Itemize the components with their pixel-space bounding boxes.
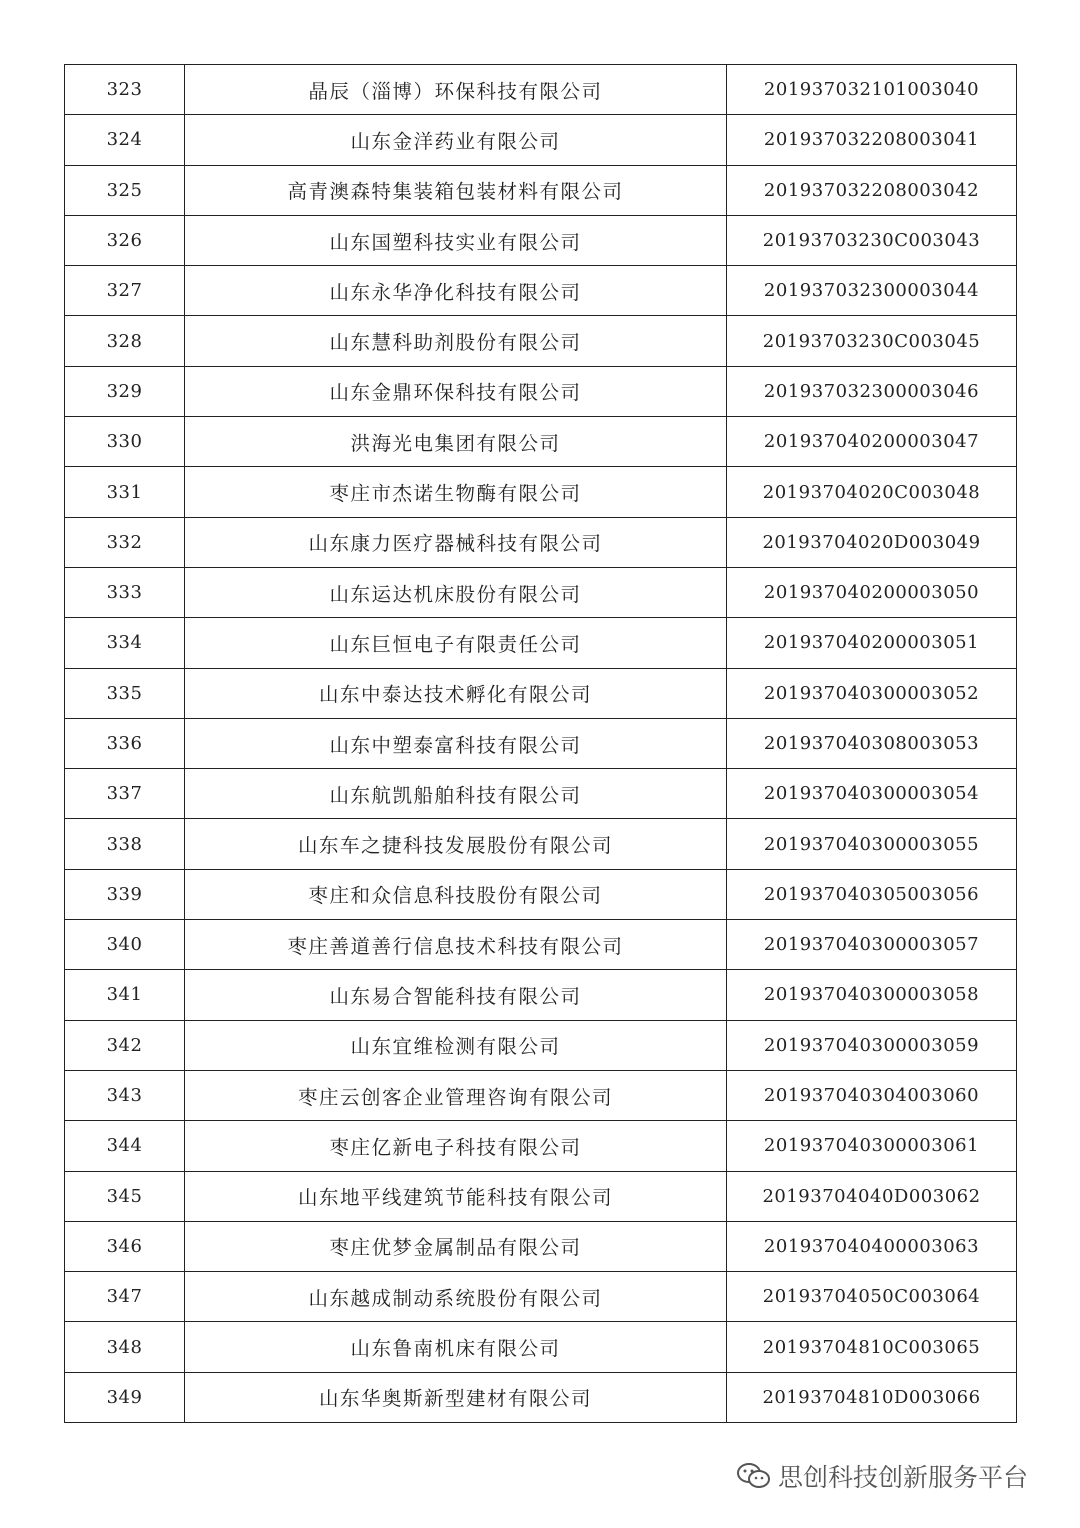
company-name-cell: 山东中泰达技术孵化有限公司 xyxy=(185,668,727,718)
table-row xyxy=(65,1272,1017,1322)
row-number-cell: 324 xyxy=(65,115,185,165)
row-number-cell: 343 xyxy=(65,1070,185,1120)
company-name-cell: 山东慧科助剂股份有限公司 xyxy=(185,316,727,366)
company-name-cell: 山东运达机床股份有限公司 xyxy=(185,567,727,617)
registration-code-cell: 201937032101003040 xyxy=(727,65,1017,115)
row-number-cell: 346 xyxy=(65,1221,185,1271)
company-name-cell: 高青澳森特集装箱包装材料有限公司 xyxy=(185,165,727,215)
row-number-cell: 339 xyxy=(65,869,185,919)
table-row xyxy=(65,467,1017,517)
registration-code-cell: 20193704020C003048 xyxy=(727,467,1017,517)
company-name-cell: 山东华奥斯新型建材有限公司 xyxy=(185,1372,727,1422)
company-name-cell: 枣庄优梦金属制品有限公司 xyxy=(185,1221,727,1271)
row-number-cell: 344 xyxy=(65,1121,185,1171)
row-number-cell: 336 xyxy=(65,718,185,768)
registration-code-cell: 201937032300003044 xyxy=(727,266,1017,316)
company-name-cell: 山东中塑泰富科技有限公司 xyxy=(185,718,727,768)
row-number-cell: 337 xyxy=(65,769,185,819)
records-table-body xyxy=(65,65,1017,1423)
records-table xyxy=(64,64,1017,1423)
registration-code-cell: 20193703230C003043 xyxy=(727,215,1017,265)
registration-code-cell: 201937040300003054 xyxy=(727,769,1017,819)
table-row xyxy=(65,819,1017,869)
company-name-cell: 山东金洋药业有限公司 xyxy=(185,115,727,165)
row-number-cell: 329 xyxy=(65,366,185,416)
row-number-cell: 323 xyxy=(65,65,185,115)
company-name-cell: 枣庄善道善行信息技术科技有限公司 xyxy=(185,920,727,970)
registration-code-cell: 201937040400003063 xyxy=(727,1221,1017,1271)
row-number-cell: 347 xyxy=(65,1272,185,1322)
row-number-cell: 342 xyxy=(65,1020,185,1070)
table-row xyxy=(65,1020,1017,1070)
watermark xyxy=(736,1458,1028,1494)
row-number-cell: 335 xyxy=(65,668,185,718)
registration-code-cell: 20193704810D003066 xyxy=(727,1372,1017,1422)
row-number-cell: 331 xyxy=(65,467,185,517)
company-name-cell: 山东巨恒电子有限责任公司 xyxy=(185,618,727,668)
table-row xyxy=(65,517,1017,567)
table-row xyxy=(65,366,1017,416)
table-row xyxy=(65,1070,1017,1120)
registration-code-cell: 201937040200003047 xyxy=(727,417,1017,467)
row-number-cell: 326 xyxy=(65,215,185,265)
company-name-cell: 山东国塑科技实业有限公司 xyxy=(185,215,727,265)
company-name-cell: 山东地平线建筑节能科技有限公司 xyxy=(185,1171,727,1221)
row-number-cell: 334 xyxy=(65,618,185,668)
registration-code-cell: 201937040300003055 xyxy=(727,819,1017,869)
company-name-cell: 枣庄和众信息科技股份有限公司 xyxy=(185,869,727,919)
company-name-cell: 山东康力医疗器械科技有限公司 xyxy=(185,517,727,567)
row-number-cell: 333 xyxy=(65,567,185,617)
table-row xyxy=(65,718,1017,768)
company-name-cell: 山东宜维检测有限公司 xyxy=(185,1020,727,1070)
company-name-cell: 枣庄亿新电子科技有限公司 xyxy=(185,1121,727,1171)
table-row xyxy=(65,970,1017,1020)
table-row xyxy=(65,1221,1017,1271)
row-number-cell: 345 xyxy=(65,1171,185,1221)
table-row xyxy=(65,618,1017,668)
table-row xyxy=(65,65,1017,115)
row-number-cell: 338 xyxy=(65,819,185,869)
registration-code-cell: 201937040300003061 xyxy=(727,1121,1017,1171)
table-row xyxy=(65,417,1017,467)
company-name-cell: 山东金鼎环保科技有限公司 xyxy=(185,366,727,416)
registration-code-cell: 201937040300003059 xyxy=(727,1020,1017,1070)
registration-code-cell: 201937040305003056 xyxy=(727,869,1017,919)
table-row xyxy=(65,769,1017,819)
watermark-text: 思创科技创新服务平台 xyxy=(778,1463,1029,1492)
registration-code-cell: 201937040308003053 xyxy=(727,718,1017,768)
company-name-cell: 山东越成制动系统股份有限公司 xyxy=(185,1272,727,1322)
table-row xyxy=(65,869,1017,919)
table-row xyxy=(65,115,1017,165)
table-row xyxy=(65,668,1017,718)
company-name-cell: 洪海光电集团有限公司 xyxy=(185,417,727,467)
row-number-cell: 327 xyxy=(65,266,185,316)
registration-code-cell: 201937040304003060 xyxy=(727,1070,1017,1120)
registration-code-cell: 201937040300003058 xyxy=(727,970,1017,1020)
table-row xyxy=(65,1322,1017,1372)
row-number-cell: 332 xyxy=(65,517,185,567)
table-row xyxy=(65,567,1017,617)
registration-code-cell: 201937040200003050 xyxy=(727,567,1017,617)
company-name-cell: 山东永华净化科技有限公司 xyxy=(185,266,727,316)
table-row xyxy=(65,1171,1017,1221)
registration-code-cell: 20193703230C003045 xyxy=(727,316,1017,366)
company-name-cell: 枣庄市杰诺生物酶有限公司 xyxy=(185,467,727,517)
registration-code-cell: 20193704040D003062 xyxy=(727,1171,1017,1221)
company-name-cell: 山东易合智能科技有限公司 xyxy=(185,970,727,1020)
company-name-cell: 山东车之捷科技发展股份有限公司 xyxy=(185,819,727,869)
company-name-cell: 晶辰（淄博）环保科技有限公司 xyxy=(185,65,727,115)
registration-code-cell: 201937032208003041 xyxy=(727,115,1017,165)
company-name-cell: 枣庄云创客企业管理咨询有限公司 xyxy=(185,1070,727,1120)
table-row xyxy=(65,316,1017,366)
registration-code-cell: 20193704810C003065 xyxy=(727,1322,1017,1372)
row-number-cell: 348 xyxy=(65,1322,185,1372)
registration-code-cell: 201937040300003052 xyxy=(727,668,1017,718)
registration-code-cell: 20193704020D003049 xyxy=(727,517,1017,567)
row-number-cell: 341 xyxy=(65,970,185,1020)
registration-code-cell: 201937040300003057 xyxy=(727,920,1017,970)
row-number-cell: 349 xyxy=(65,1372,185,1422)
row-number-cell: 325 xyxy=(65,165,185,215)
table-row xyxy=(65,920,1017,970)
row-number-cell: 330 xyxy=(65,417,185,467)
row-number-cell: 340 xyxy=(65,920,185,970)
registration-code-cell: 201937032208003042 xyxy=(727,165,1017,215)
company-name-cell: 山东航凯船舶科技有限公司 xyxy=(185,769,727,819)
company-name-cell: 山东鲁南机床有限公司 xyxy=(185,1322,727,1372)
table-row xyxy=(65,165,1017,215)
registration-code-cell: 20193704050C003064 xyxy=(727,1272,1017,1322)
row-number-cell: 328 xyxy=(65,316,185,366)
table-row xyxy=(65,266,1017,316)
registration-code-cell: 201937040200003051 xyxy=(727,618,1017,668)
wechat-icon xyxy=(736,1461,772,1491)
table-row xyxy=(65,1121,1017,1171)
table-row xyxy=(65,1372,1017,1422)
registration-code-cell: 201937032300003046 xyxy=(727,366,1017,416)
table-row xyxy=(65,215,1017,265)
